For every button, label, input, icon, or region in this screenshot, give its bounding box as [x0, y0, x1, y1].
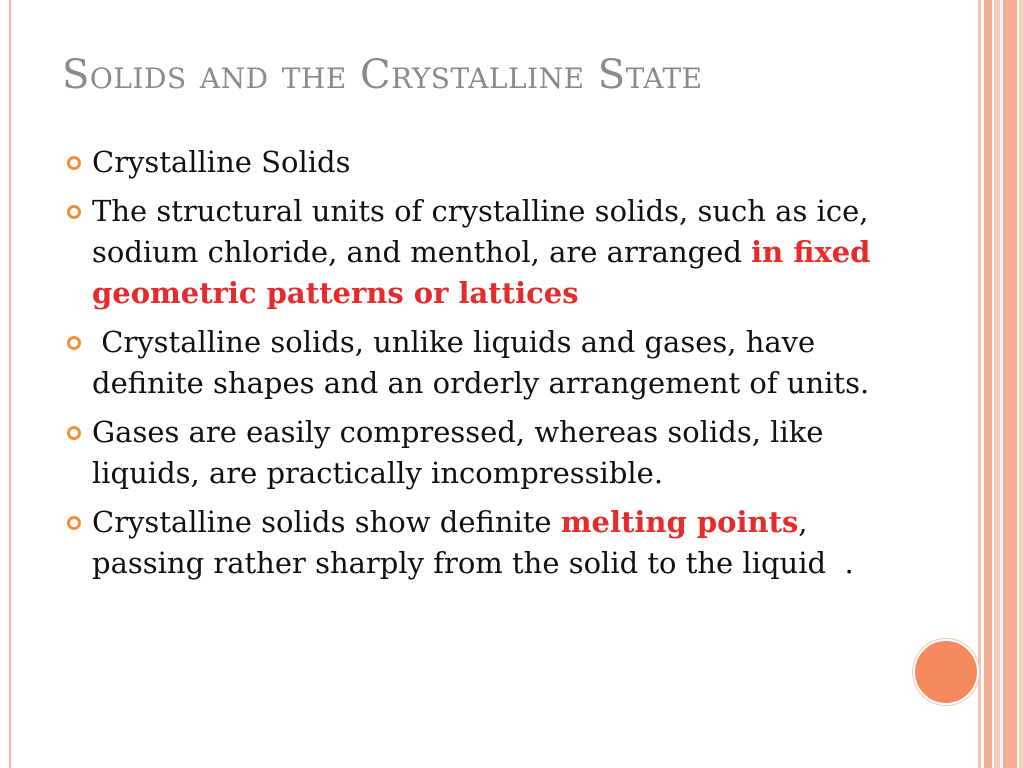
right-stripe [1019, 0, 1024, 768]
bullet-text: Crystalline Solids [92, 145, 351, 179]
bullet-item [64, 412, 884, 494]
ring-bullet-icon [67, 205, 81, 219]
bullet-text: Gases are easily compressed, whereas solids, like liquids, are practically incompressible. [92, 415, 824, 490]
bullet-item [64, 142, 884, 183]
orange-circle-decoration [913, 639, 979, 705]
bullet-list [64, 142, 884, 592]
right-stripe [984, 0, 992, 768]
right-stripe [1003, 0, 1017, 768]
bullet-text: The structural units of crystalline solids, such as ice, sodium chloride, and menthol, are arranged [92, 194, 869, 269]
bullet-item [64, 322, 884, 404]
bullet-text: Crystalline solids show definite [92, 505, 561, 539]
ring-bullet-icon [67, 516, 81, 530]
bullet-text-tail: , passing rather sharply from the solid to the liquid . [92, 505, 854, 580]
ring-bullet-icon [67, 156, 81, 170]
bullet-text: Crystalline solids, unlike liquids and gases, have definite shapes and an orderly arrangement of units. [92, 325, 870, 400]
bullet-item [64, 191, 884, 314]
highlighted-phrase: in fixed geometric patterns or lattices [92, 235, 871, 310]
left-border-line [9, 0, 11, 768]
ring-bullet-icon [67, 426, 81, 440]
highlighted-phrase: melting points [560, 505, 799, 539]
slide-title: Solids and the Crystalline State [62, 52, 703, 98]
bullet-item [64, 502, 884, 584]
ring-bullet-icon [67, 336, 81, 350]
right-stripe [994, 0, 1000, 768]
right-stripe [978, 0, 981, 768]
